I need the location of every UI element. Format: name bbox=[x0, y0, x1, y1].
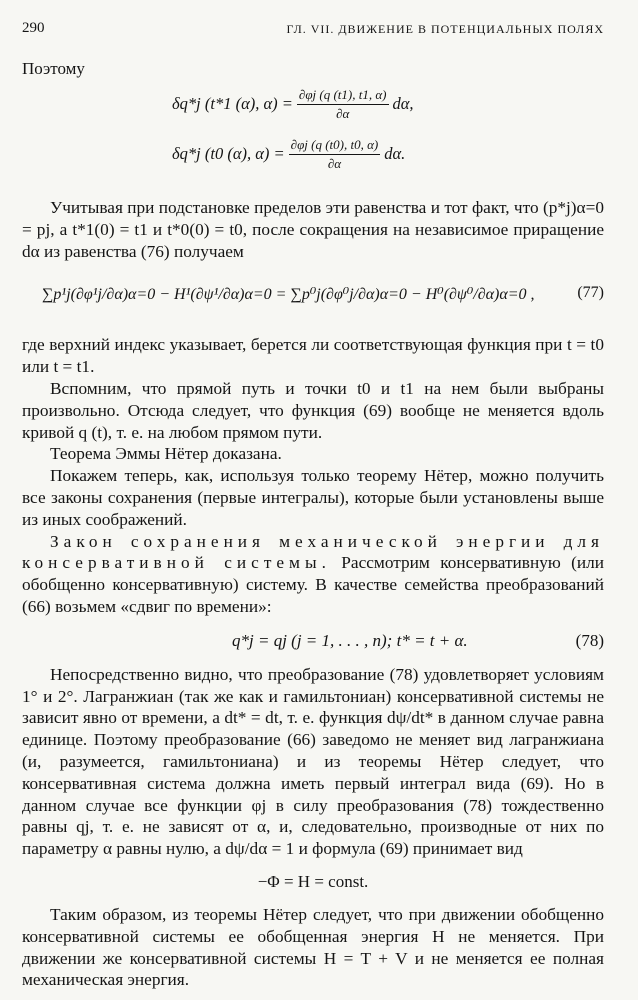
page-number: 290 bbox=[22, 20, 45, 36]
equation-b: δq*j (t0 (α), α) = $\frac{\partial\varphi j (q (t0), t0, \alpha)}{\partial\alpha}$ dα. bbox=[172, 136, 406, 171]
paragraph: Закон сохранения механической энергии для консервативной системы. Рассмотрим консервативную (или обобщенно консервативную) систему. В качестве семейства преобразований (66) возьмем «сдвиг по времени»: bbox=[22, 531, 605, 616]
equation-77: ∑p¹j(∂φ¹j/∂α)α=0 − H¹(∂ψ¹/∂α)α=0 = ∑p⁰j(∂φ⁰j/∂α)α=0 − H⁰(∂ψ⁰/∂α)α=0 , (77) bbox=[42, 284, 604, 304]
paragraph: Непосредственно видно, что преобразование (78) удовлетворяет условиям 1° и 2°. Лагранжиан (так же как и гамильтониан) консервативной системы не зависит явно от времени, а dt* = dt, т. е. функция dψ/dt* в данном случае равна единице. Поэтому преобразование (66) заведомо не меняет вид лагранжиана (и, разумеется, гамильтониана) и из теоремы Нётер следует, что консервативная система должна иметь первый интеграл вида (69). Но в данном случае все функции φj в силу преобразования (78) тождественно равны qj, т. е. не зависят от α, и, следовательно, производные от них по параметру α равны нулю, а dψ/dα = 1 и формула (69) принимает вид bbox=[22, 664, 604, 859]
spaced-heading: Закон сохранения механической энергии для консервативной системы. bbox=[22, 531, 604, 573]
equation-number: (78) bbox=[575, 630, 604, 650]
book-page bbox=[22, 20, 604, 991]
paragraph: Вспомним, что прямой путь и точки t0 и t1 на нем были выбраны произвольно. Отсюда следует, что функция (69) вообще не меняется вдоль кривой q (t), т. е. на любом прямом пути. bbox=[22, 378, 604, 442]
paragraph: Учитывая при подстановке пределов эти равенства и тот факт, что (p*j)α=0 = pj, а t*1(0) = t1 и t*0(0) = t0, после сокращения на независимое приращение dα из равенства (76) получаем bbox=[22, 198, 604, 261]
fraction: $\frac{\partial\varphi j (q (t1), t1, \alpha)}{\partial\alpha}$ bbox=[298, 86, 387, 121]
paragraph: Теорема Эммы Нётер доказана. bbox=[50, 444, 282, 464]
paragraph: Покажем теперь, как, используя только теорему Нётер, можно получить все законы сохранения (первые интегралы), которые были установлены выше из иных соображений. bbox=[22, 466, 604, 529]
paragraph: где верхний индекс указывает, берется ли соответствующая функция при t = t0 или t = t1. bbox=[22, 335, 604, 377]
equation-a: δq*j (t*1 (α), α) = $\frac{\partial\varphi j (q (t1), t1, \alpha)}{\partial\alpha}$ dα, bbox=[172, 86, 414, 121]
equation-energy: −Φ = H = const. bbox=[257, 871, 369, 891]
lead-word: Поэтому bbox=[22, 59, 85, 78]
fraction: $\frac{\partial\varphi j (q (t0), t0, \alpha)}{\partial\alpha}$ bbox=[290, 136, 379, 171]
equation-number: (77) bbox=[577, 284, 604, 302]
paragraph: Таким образом, из теоремы Нётер следует, что при движении обобщенно консервативной системы ее обобщенная энергия H не меняется. При движении же консервативной системы H = T + V и не меняется ее полная механическая энергия. bbox=[22, 904, 604, 990]
equation-78: q*j = qj (j = 1, . . . , n); t* = t + α. (78) bbox=[232, 630, 604, 650]
equation-block bbox=[172, 79, 604, 179]
running-header bbox=[22, 20, 604, 42]
running-title: ГЛ. VII. ДВИЖЕНИЕ В ПОТЕНЦИАЛЬНЫХ ПОЛЯХ bbox=[286, 22, 604, 36]
